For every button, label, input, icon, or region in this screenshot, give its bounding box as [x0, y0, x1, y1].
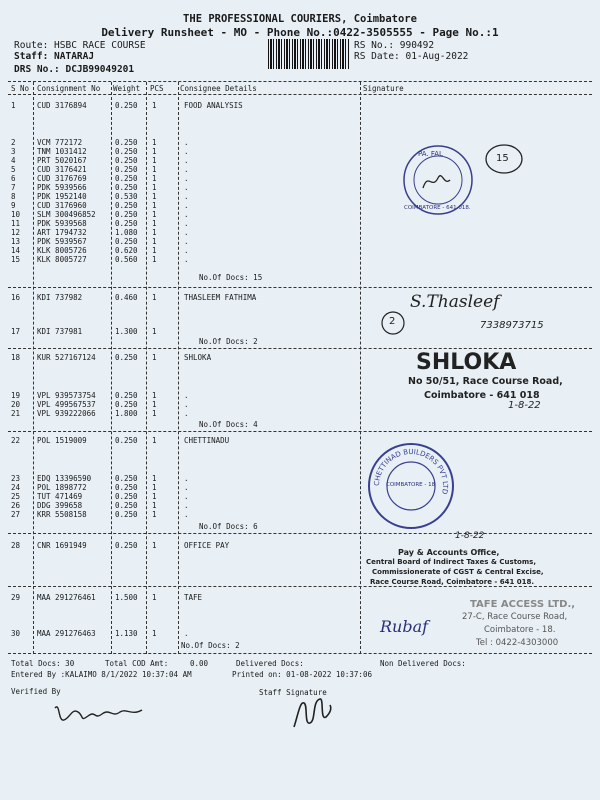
row-consignee: .: [184, 501, 189, 510]
row-consignee: .: [184, 219, 189, 228]
row-consignment: ART 1794732: [37, 228, 87, 237]
row-sno: 26: [11, 501, 21, 510]
row-sno: 20: [11, 400, 21, 409]
row-sno: 14: [11, 246, 21, 255]
row-sno: 15: [11, 255, 21, 264]
row-weight: 1.080: [115, 228, 138, 237]
row-weight: 0.250: [115, 391, 138, 400]
row-weight: 0.250: [115, 474, 138, 483]
group-doc-count: No.Of Docs: 2: [181, 641, 240, 650]
row-sno: 19: [11, 391, 21, 400]
row-weight: 0.250: [115, 501, 138, 510]
row-consignment: CNR 1691949: [37, 541, 87, 550]
row-weight: 0.250: [115, 201, 138, 210]
rs-number: RS No.: 990492: [354, 40, 435, 51]
row-consignment: DDG 399658: [37, 501, 83, 510]
row-weight: 0.250: [115, 483, 138, 492]
document-title: THE PROFESSIONAL COURIERS, Coimbatore: [183, 13, 417, 25]
row-weight: 0.460: [115, 293, 138, 302]
table-row: [0, 436, 600, 446]
shloka-stamp-address: No 50/51, Race Course Road,: [408, 376, 563, 387]
pay-date: 1-8-22: [455, 531, 485, 541]
row-pcs: 1: [152, 147, 157, 156]
patal-stamp-bottom: COIMBATORE - 641 018.: [404, 205, 471, 211]
row-pcs: 1: [152, 436, 157, 445]
row-sno: 16: [11, 293, 21, 302]
row-pcs: 1: [152, 201, 157, 210]
thasleem-signature: S.Thasleef: [410, 292, 500, 312]
staff-label: Staff: NATARAJ: [14, 51, 95, 62]
group-separator: [8, 533, 592, 534]
row-sno: 27: [11, 510, 21, 519]
total-cod-value: 0.00: [190, 659, 209, 668]
table-row: [0, 255, 600, 265]
row-weight: 0.250: [115, 237, 138, 246]
row-sno: 3: [11, 147, 16, 156]
row-consignee: SHLOKA: [184, 353, 212, 362]
row-sno: 21: [11, 409, 21, 418]
group-doc-count: No.Of Docs: 2: [199, 337, 258, 346]
row-consignment: PDK 5939567: [37, 237, 87, 246]
row-consignment: TUT 471469: [37, 492, 83, 501]
table-row: [0, 101, 600, 111]
row-consignment: MAA 291276463: [37, 629, 96, 638]
row-consignee: .: [184, 147, 189, 156]
row-pcs: 1: [152, 474, 157, 483]
table-bottom-rule: [8, 653, 592, 654]
row-consignee: .: [184, 483, 189, 492]
row-weight: 0.560: [115, 255, 138, 264]
row-consignee: .: [184, 510, 189, 519]
row-pcs: 1: [152, 183, 157, 192]
total-cod-label: Total COD Amt:: [105, 659, 169, 668]
verifier-signature: [50, 700, 150, 726]
row-weight: 0.250: [115, 183, 138, 192]
row-consignment: PDK 1952140: [37, 192, 87, 201]
row-consignee: CHETTINADU: [184, 436, 230, 445]
row-consignee: TAFE: [184, 593, 203, 602]
row-weight: 0.250: [115, 400, 138, 409]
row-consignment: CUD 3176769: [37, 174, 87, 183]
row-sno: 5: [11, 165, 16, 174]
row-pcs: 1: [152, 400, 157, 409]
row-pcs: 1: [152, 138, 157, 147]
row-pcs: 1: [152, 483, 157, 492]
row-weight: 1.500: [115, 593, 138, 602]
row-consignment: VCM 772172: [37, 138, 83, 147]
row-pcs: 1: [152, 165, 157, 174]
row-consignment: VPL 939222066: [37, 409, 96, 418]
group-doc-count: No.Of Docs: 15: [199, 273, 263, 282]
shloka-stamp-city: Coimbatore - 641 018: [424, 390, 540, 401]
row-consignment: KDI 737982: [37, 293, 83, 302]
row-sno: 25: [11, 492, 21, 501]
row-pcs: 1: [152, 210, 157, 219]
row-pcs: 1: [152, 593, 157, 602]
table-header-rule: [8, 94, 592, 95]
table-row: [0, 510, 600, 520]
row-consignment: PDK 5939566: [37, 183, 87, 192]
row-consignment: EDQ 13396590: [37, 474, 92, 483]
row-consignee: .: [184, 391, 189, 400]
row-sno: 10: [11, 210, 21, 219]
row-consignment: POL 1898772: [37, 483, 87, 492]
row-consignment: KLK 8005726: [37, 246, 87, 255]
group-separator: [8, 586, 592, 587]
row-pcs: 1: [152, 255, 157, 264]
row-consignee: .: [184, 474, 189, 483]
row-pcs: 1: [152, 156, 157, 165]
row-pcs: 1: [152, 228, 157, 237]
row-pcs: 1: [152, 192, 157, 201]
row-weight: 0.530: [115, 192, 138, 201]
row-consignee: .: [184, 629, 189, 638]
row-consignee: .: [184, 174, 189, 183]
row-sno: 11: [11, 219, 21, 228]
row-sno: 30: [11, 629, 21, 638]
row-consignment: PRT 5020167: [37, 156, 87, 165]
circled-count-2-value: 2: [389, 316, 396, 327]
col-weight: Weight: [113, 84, 141, 93]
row-consignee: .: [184, 210, 189, 219]
chettinad-ring-text: CHETTINAD BUILDERS PVT LTD: [372, 447, 450, 495]
staff-signature-label: Staff Signature: [259, 688, 327, 697]
row-pcs: 1: [152, 541, 157, 550]
row-consignment: KLK 8005727: [37, 255, 87, 264]
col-consignee: Consignee Details: [180, 84, 257, 93]
row-consignee: .: [184, 255, 189, 264]
chettinad-center-text: COIMBATORE - 18: [386, 482, 436, 488]
row-weight: 0.250: [115, 510, 138, 519]
row-weight: 1.300: [115, 327, 138, 336]
non-delivered-docs: Non Delivered Docs:: [380, 659, 466, 668]
row-pcs: 1: [152, 492, 157, 501]
row-sno: 9: [11, 201, 16, 210]
row-consignee: .: [184, 492, 189, 501]
row-sno: 24: [11, 483, 21, 492]
row-consignment: CUD 3176421: [37, 165, 87, 174]
total-docs: Total Docs: 30: [11, 659, 75, 668]
row-consignee: .: [184, 165, 189, 174]
row-weight: 0.250: [115, 219, 138, 228]
table-row: [0, 293, 600, 303]
row-weight: 0.250: [115, 156, 138, 165]
pay-stamp-line1: Pay & Accounts Office,: [398, 548, 500, 557]
row-weight: 0.250: [115, 138, 138, 147]
row-sno: 23: [11, 474, 21, 483]
shloka-date: 1-8-22: [508, 400, 541, 411]
row-consignment: KUR 527167124: [37, 353, 96, 362]
row-pcs: 1: [152, 293, 157, 302]
row-consignee: .: [184, 156, 189, 165]
row-pcs: 1: [152, 246, 157, 255]
row-consignment: CUD 3176960: [37, 201, 87, 210]
row-sno: 12: [11, 228, 21, 237]
shloka-stamp-name: SHLOKA: [416, 350, 517, 375]
row-weight: 0.620: [115, 246, 138, 255]
row-sno: 18: [11, 353, 21, 362]
group-separator: [8, 431, 592, 432]
row-consignment: TNM 1031412: [37, 147, 87, 156]
row-consignee: FOOD ANALYSIS: [184, 101, 243, 110]
row-consignee: THASLEEM FATHIMA: [184, 293, 257, 302]
circled-count-value: 15: [496, 153, 509, 164]
tafe-stamp-line2: 27-C, Race Course Road,: [462, 612, 568, 622]
row-sno: 7: [11, 183, 16, 192]
row-weight: 0.250: [115, 541, 138, 550]
table-row: [0, 541, 600, 551]
row-sno: 1: [11, 101, 16, 110]
row-sno: 2: [11, 138, 16, 147]
row-consignee: .: [184, 201, 189, 210]
pay-stamp-line3: Commissionerate of CGST & Central Excise,: [372, 568, 544, 576]
drs-number: DRS No.: DCJB99049201: [14, 64, 135, 75]
tafe-stamp-line1: TAFE ACCESS LTD.,: [470, 599, 576, 610]
row-consignment: POL 1519009: [37, 436, 87, 445]
row-weight: 0.250: [115, 174, 138, 183]
row-pcs: 1: [152, 510, 157, 519]
row-weight: 1.130: [115, 629, 138, 638]
staff-signature: [290, 695, 335, 735]
row-weight: 0.250: [115, 101, 138, 110]
row-consignee: .: [184, 409, 189, 418]
row-pcs: 1: [152, 391, 157, 400]
row-pcs: 1: [152, 174, 157, 183]
delivered-docs: Delivered Docs:: [236, 659, 304, 668]
row-pcs: 1: [152, 327, 157, 336]
row-weight: 0.250: [115, 210, 138, 219]
row-consignment: KDI 737981: [37, 327, 83, 336]
entered-by: Entered By :KALAIMO 8/1/2022 10:37:04 AM: [11, 670, 192, 679]
row-consignee: .: [184, 192, 189, 201]
patal-stamp-top: PA. FAL: [418, 150, 443, 158]
thasleem-phone: 7338973715: [480, 320, 544, 331]
row-pcs: 1: [152, 237, 157, 246]
group-doc-count: No.Of Docs: 6: [199, 522, 258, 531]
row-sno: 8: [11, 192, 16, 201]
row-weight: 0.250: [115, 436, 138, 445]
row-consignee: .: [184, 138, 189, 147]
printed-on: Printed on: 01-08-2022 10:37:06: [232, 670, 372, 679]
document-subtitle: Delivery Runsheet - MO - Phone No.:0422-3505555 - Page No.:1: [101, 26, 499, 39]
group-separator: [8, 348, 592, 349]
row-consignee: OFFICE PAY: [184, 541, 230, 550]
row-sno: 13: [11, 237, 21, 246]
group-separator: [8, 287, 592, 288]
row-pcs: 1: [152, 219, 157, 228]
pay-stamp-line4: Race Course Road, Coimbatore - 641 018.: [370, 578, 535, 586]
rs-date: RS Date: 01-Aug-2022: [354, 51, 469, 62]
row-weight: 0.250: [115, 147, 138, 156]
row-pcs: 1: [152, 101, 157, 110]
row-weight: 0.250: [115, 492, 138, 501]
row-consignment: MAA 291276461: [37, 593, 96, 602]
barcode-graphic: [268, 39, 350, 69]
row-pcs: 1: [152, 409, 157, 418]
row-sno: 4: [11, 156, 16, 165]
col-consignment: Consignment No: [37, 84, 101, 93]
row-consignment: PDK 5939568: [37, 219, 87, 228]
row-sno: 6: [11, 174, 16, 183]
row-sno: 17: [11, 327, 21, 336]
row-consignee: .: [184, 183, 189, 192]
row-consignment: KRR 5508158: [37, 510, 87, 519]
route-label: Route: HSBC RACE COURSE: [14, 40, 146, 51]
tafe-stamp-line4: Tel : 0422-4303000: [476, 638, 559, 648]
row-consignment: VPL 499567537: [37, 400, 96, 409]
row-consignment: SLM 300496852: [37, 210, 96, 219]
row-consignee: .: [184, 400, 189, 409]
row-sno: 28: [11, 541, 21, 550]
group-doc-count: No.Of Docs: 4: [199, 420, 258, 429]
row-consignment: CUD 3176894: [37, 101, 87, 110]
pay-stamp-line2: Central Board of Indirect Taxes & Customs,: [366, 558, 536, 566]
col-pcs: PCS: [150, 84, 164, 93]
verified-by-label: Verified By: [11, 687, 61, 696]
row-consignment: VPL 939573754: [37, 391, 96, 400]
row-pcs: 1: [152, 629, 157, 638]
row-consignee: .: [184, 228, 189, 237]
row-sno: 22: [11, 436, 21, 445]
tafe-signature: Rubaf: [380, 617, 429, 636]
row-consignee: .: [184, 237, 189, 246]
col-signature: Signature: [363, 84, 404, 93]
row-weight: 0.250: [115, 353, 138, 362]
row-sno: 29: [11, 593, 21, 602]
tafe-stamp-line3: Coimbatore - 18.: [484, 625, 556, 635]
row-weight: 0.250: [115, 165, 138, 174]
col-sno: S No: [11, 84, 30, 93]
row-pcs: 1: [152, 353, 157, 362]
row-consignee: .: [184, 246, 189, 255]
row-weight: 1.800: [115, 409, 138, 418]
row-pcs: 1: [152, 501, 157, 510]
table-top-rule: [8, 81, 592, 82]
